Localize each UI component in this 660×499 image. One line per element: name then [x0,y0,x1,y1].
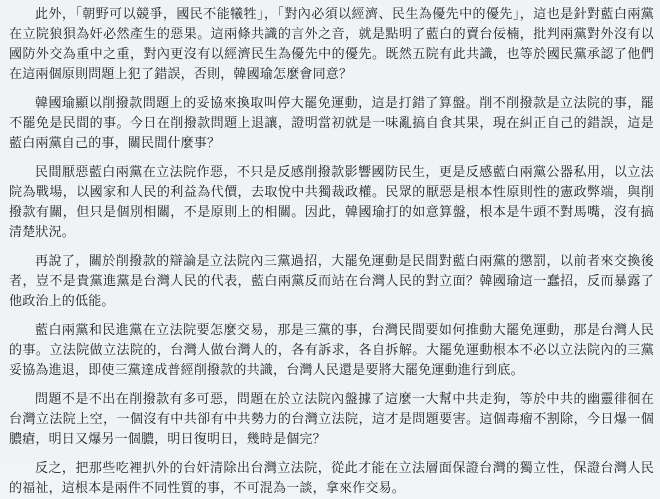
paragraph-3: 民間厭惡藍白兩黨在立法院作惡，不只是反感削撥款影響國防民生，更是反感藍白兩黨公器私用，以立法院為戰場，以國家和人民的利益為代價，去取悅中共獨裁政權。民眾的厭惡是根本性原則性的憲政弊端，與削撥款有關，但只是個別相關，不是原則上的相關。因此，韓國瑜打的如意算盤，根本是牛頭不對馬嘴，沒有搞清楚狀況。 [9,165,654,240]
paragraph-4: 再說了，關於削撥款的辯論是立法院內三黨過招，大罷免運動是民間對藍白兩黨的懲罰，以前者來交換後者，豈不是貴黨進黨是台灣人民的代表，藍白兩黨反而站在台灣人民的對立面？韓國瑜這一蠢招，反而暴露了他政治上的低能。 [9,254,654,309]
paragraph-5: 藍白兩黨和民進黨在立法院要怎麼交易，那是三黨的事，台灣民間要如何推動大罷免運動，那是台灣人民的事。立法院做立法院的，台灣人做台灣人的，各有訴求，各自拆解。大罷免運動根本不必以立法院內的三黨妥協為進退，即使三黨達成普經削撥款的共識，台灣人民還是要將大罷免運動進行到底。 [9,323,654,378]
paragraph-1: 此外，「朝野可以競爭，國民不能犧牲」，「對內必須以經濟、民生為優先中的優先」，這也是針對藍白兩黨在立院狼狽為奸必然產生的惡果。這兩條共識的言外之音，就是點明了藍白的賣台佞楠，批判兩黨對外沒有以國防外交為重中之重，對內更沒有以經濟民生為優先中的優先。既然五院有此共識，也等於國民黨承認了他們在這兩個原則問題上犯了錯誤，否則，韓國瑜怎麼會同意？ [9,7,654,82]
paragraph-6: 問題不是不出在削撥款有多可惡，問題在於立法院內盤據了這麼一大幫中共走狗，等於中共的幽靈徘徊在台灣立法院上空，一個沒有中共卻有中共勢力的台灣立法院，這才是問題要害。這個毒瘤不割除，今日爆一個膿瘡，明日又爆另一個膿，明日復明日，幾時是個完？ [9,392,654,447]
paragraph-7: 反之，把那些吃裡扒外的台奸清除出台灣立法院，從此才能在立法層面保證台灣的獨立性，保證台灣人民的福祉，這根本是兩件不同性質的事，不可混為一談，拿來作交易。 [9,461,654,496]
paragraph-2: 韓國瑜顯以削撥款問題上的妥協來換取叫停大罷免運動，這是打錯了算盤。削不削撥款是立法院的事，罷不罷免是民間的事。今日在削撥款問題上退讓，證明當初就是一味亂搞自食其果，現在糾正自己的錯誤，這是藍白兩黨自己的事，關民間什麼事？ [9,96,654,151]
